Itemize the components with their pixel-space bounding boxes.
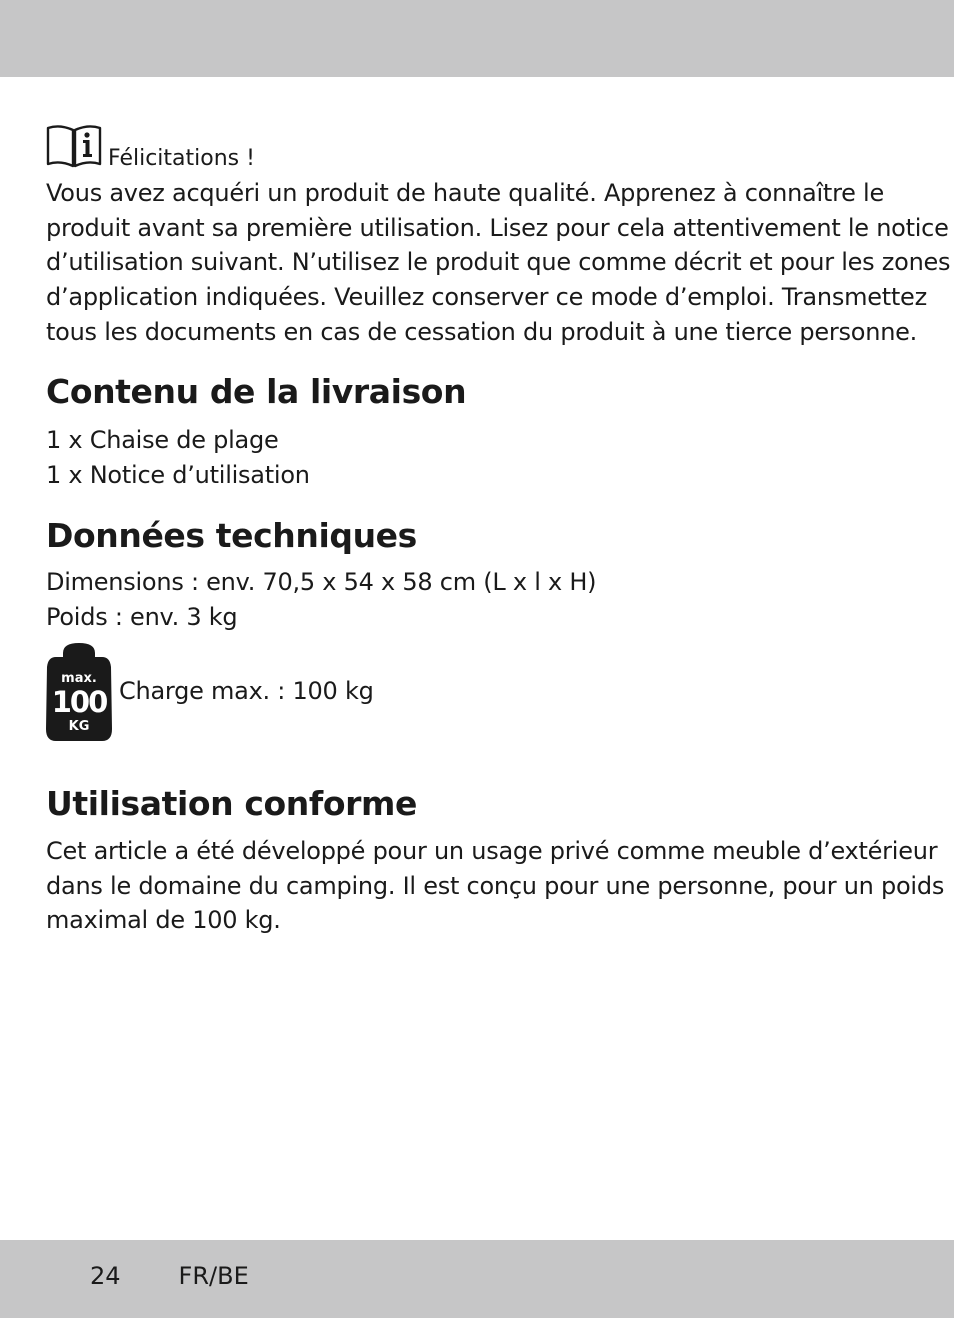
intro-line: produit avant sa première utilisation. Lisez pour cela attentivement le notice xyxy=(46,213,949,242)
page-footer xyxy=(90,1262,249,1290)
intro-line: Vous avez acquéri un produit de haute qualité. Apprenez à connaître le xyxy=(46,179,884,207)
weight-max-load-icon xyxy=(46,641,112,741)
donnees-heading: Données techniques xyxy=(46,516,417,555)
weight-icon-top-text: max. xyxy=(61,671,97,686)
contenu-heading: Contenu de la livraison xyxy=(46,372,467,411)
max-load-row xyxy=(46,641,374,741)
language-code: FR/BE xyxy=(178,1262,249,1290)
contenu-list xyxy=(46,423,310,492)
page-number: 24 xyxy=(90,1262,121,1290)
donnees-item: Dimensions : env. 70,5 x 54 x 58 cm (L x l x H) xyxy=(46,568,597,596)
charge-max-label: Charge max. : 100 kg xyxy=(119,677,374,705)
intro-title: Félicitations ! xyxy=(108,146,255,171)
utilisation-paragraph xyxy=(46,834,944,938)
utilisation-line: dans le domaine du camping. Il est conçu pour une personne, pour un poids xyxy=(46,871,945,900)
donnees-item: Poids : env. 3 kg xyxy=(46,602,238,631)
utilisation-line: maximal de 100 kg. xyxy=(46,906,281,935)
header-band xyxy=(0,0,954,77)
intro-line: tous les documents en cas de cessation du produit à une tierce personne. xyxy=(46,317,918,346)
utilisation-heading: Utilisation conforme xyxy=(46,784,417,823)
weight-icon-value-text: 100 xyxy=(51,685,107,719)
contenu-item: 1 x Notice d’utilisation xyxy=(46,460,310,489)
intro-line: d’application indiquées. Veuillez conserver ce mode d’emploi. Transmettez xyxy=(46,283,927,312)
intro-paragraph xyxy=(46,176,950,350)
weight-icon-unit-text: KG xyxy=(68,719,90,734)
donnees-list xyxy=(46,565,596,634)
info-book-icon xyxy=(46,124,102,170)
contenu-item: 1 x Chaise de plage xyxy=(46,426,279,454)
intro-line: d’utilisation suivant. N’utilisez le produit que comme décrit et pour les zones xyxy=(46,248,951,277)
utilisation-line: Cet article a été développé pour un usage privé comme meuble d’extérieur xyxy=(46,837,938,865)
intro-header xyxy=(46,122,255,170)
